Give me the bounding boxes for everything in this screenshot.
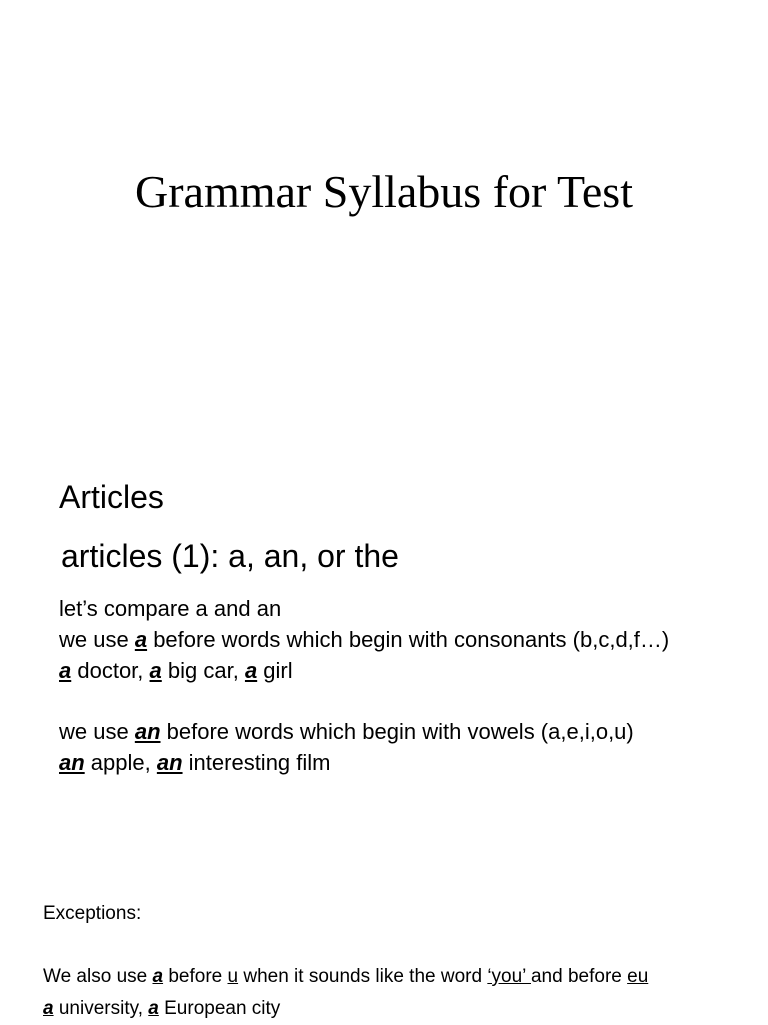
example-word: big car, (161, 658, 245, 683)
vowel-rule-pre: we use (59, 719, 135, 744)
exception-rule (43, 961, 648, 993)
exception-rule-text: when it sounds like the word (238, 966, 488, 987)
article-a: a (152, 966, 164, 987)
vowel-rule-post: before words which begin with vowels (a,e,i,o,u) (160, 719, 634, 744)
example-article: a (149, 658, 162, 683)
example-article: a (59, 658, 72, 683)
exceptions-section (43, 961, 648, 1025)
example-word: doctor, (71, 658, 150, 683)
compare-intro: let’s compare a and an (59, 596, 282, 621)
example-article: a (244, 658, 258, 683)
example-word: university, (53, 998, 149, 1019)
example-word: apple, (84, 750, 157, 775)
example-article: a (148, 998, 159, 1019)
consonant-rule-pre: we use (59, 627, 135, 652)
article-a: a (134, 627, 148, 652)
consonant-rule-post: before words which begin with consonants (b,c,d,f…) (147, 627, 670, 652)
consonant-examples (59, 655, 669, 686)
example-word: European city (158, 998, 281, 1019)
letters-eu: eu (627, 966, 649, 987)
letter-u: u (227, 966, 239, 987)
quoted-you: ‘you’ (487, 966, 531, 987)
exception-rule-text: and before (530, 966, 628, 987)
vowel-rule (59, 716, 634, 747)
exception-examples (43, 993, 648, 1025)
exception-rule-text: before (163, 966, 228, 987)
consonant-rule (59, 624, 669, 655)
example-article: an (156, 750, 183, 775)
exception-rule-text: We also use (43, 966, 153, 987)
section-heading-articles: Articles (59, 479, 164, 515)
vowel-section (59, 716, 634, 778)
example-word: interesting film (182, 750, 331, 775)
example-article: a (43, 998, 54, 1019)
consonant-section (59, 593, 669, 686)
vowel-examples (59, 747, 634, 778)
exceptions-label: Exceptions: (43, 903, 142, 924)
example-article: an (59, 750, 85, 775)
article-an: an (134, 719, 161, 744)
subheading-articles-1: articles (1): a, an, or the (61, 538, 399, 574)
example-word: girl (257, 658, 293, 683)
document-title: Grammar Syllabus for Test (134, 166, 633, 217)
